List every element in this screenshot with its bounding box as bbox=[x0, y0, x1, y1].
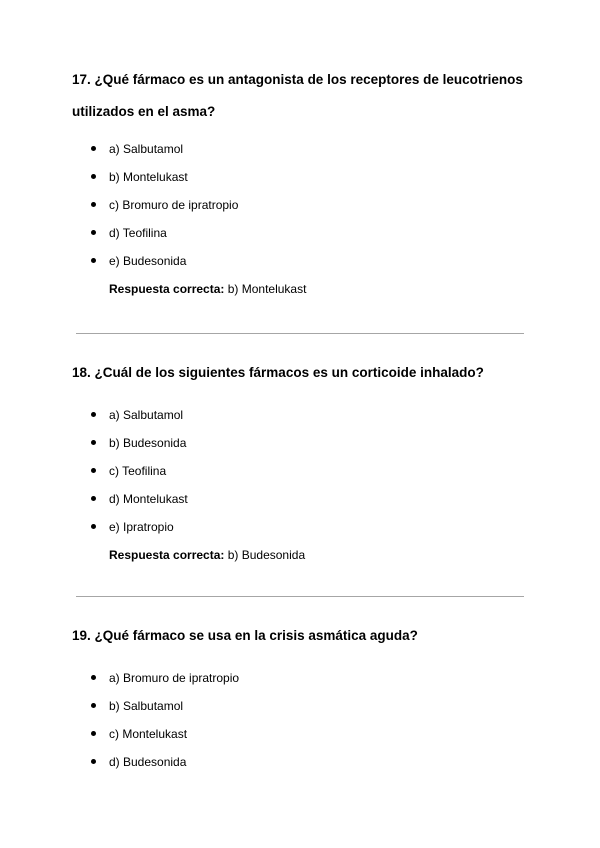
bullet-icon bbox=[91, 230, 96, 235]
answer-value: b) Montelukast bbox=[224, 282, 307, 296]
option-item bbox=[72, 491, 532, 519]
bullet-icon bbox=[91, 496, 96, 501]
option-item bbox=[72, 670, 532, 698]
bullet-icon bbox=[91, 146, 96, 151]
options-list bbox=[72, 407, 532, 547]
answer-label: Respuesta correcta: bbox=[109, 282, 225, 296]
section-divider bbox=[76, 596, 524, 597]
option-item bbox=[72, 169, 532, 197]
answer-value: b) Budesonida bbox=[224, 548, 306, 562]
option-text: a) Salbutamol bbox=[109, 142, 184, 156]
option-text: b) Budesonida bbox=[109, 436, 187, 450]
question-18 bbox=[72, 357, 532, 563]
option-item bbox=[72, 754, 532, 782]
option-item bbox=[72, 197, 532, 225]
bullet-icon bbox=[91, 524, 96, 529]
answer-label: Respuesta correcta: bbox=[109, 548, 225, 562]
question-title: 17. ¿Qué fármaco es un antagonista de los receptores de leucotrienos utilizados en el asma? bbox=[72, 72, 523, 119]
option-text: d) Teofilina bbox=[109, 226, 167, 240]
bullet-icon bbox=[91, 174, 96, 179]
question-17 bbox=[72, 64, 532, 297]
correct-answer bbox=[72, 547, 532, 563]
question-title: 19. ¿Qué fármaco se usa en la crisis asmática aguda? bbox=[72, 628, 418, 643]
bullet-icon bbox=[91, 731, 96, 736]
option-item bbox=[72, 698, 532, 726]
option-item bbox=[72, 463, 532, 491]
option-text: e) Ipratropio bbox=[109, 520, 174, 534]
option-text: c) Teofilina bbox=[109, 464, 167, 478]
section-divider bbox=[76, 333, 524, 334]
bullet-icon bbox=[91, 258, 96, 263]
bullet-icon bbox=[91, 468, 96, 473]
option-item bbox=[72, 519, 532, 547]
option-text: d) Montelukast bbox=[109, 492, 188, 506]
option-item bbox=[72, 726, 532, 754]
option-text: a) Salbutamol bbox=[109, 408, 184, 422]
option-text: b) Montelukast bbox=[109, 170, 188, 184]
option-item bbox=[72, 225, 532, 253]
option-text: a) Bromuro de ipratropio bbox=[109, 671, 240, 685]
bullet-icon bbox=[91, 703, 96, 708]
option-text: e) Budesonida bbox=[109, 254, 187, 268]
bullet-icon bbox=[91, 440, 96, 445]
question-title: 18. ¿Cuál de los siguientes fármacos es un corticoide inhalado? bbox=[72, 365, 484, 380]
correct-answer bbox=[72, 281, 532, 297]
option-text: c) Montelukast bbox=[109, 727, 188, 741]
option-text: b) Salbutamol bbox=[109, 699, 184, 713]
options-list bbox=[72, 670, 532, 782]
option-item bbox=[72, 253, 532, 281]
bullet-icon bbox=[91, 202, 96, 207]
option-text: d) Budesonida bbox=[109, 755, 187, 769]
bullet-icon bbox=[91, 412, 96, 417]
options-list bbox=[72, 141, 532, 281]
option-item bbox=[72, 407, 532, 435]
option-item bbox=[72, 435, 532, 463]
bullet-icon bbox=[91, 759, 96, 764]
option-text: c) Bromuro de ipratropio bbox=[109, 198, 239, 212]
bullet-icon bbox=[91, 675, 96, 680]
question-19 bbox=[72, 620, 532, 782]
option-item bbox=[72, 141, 532, 169]
